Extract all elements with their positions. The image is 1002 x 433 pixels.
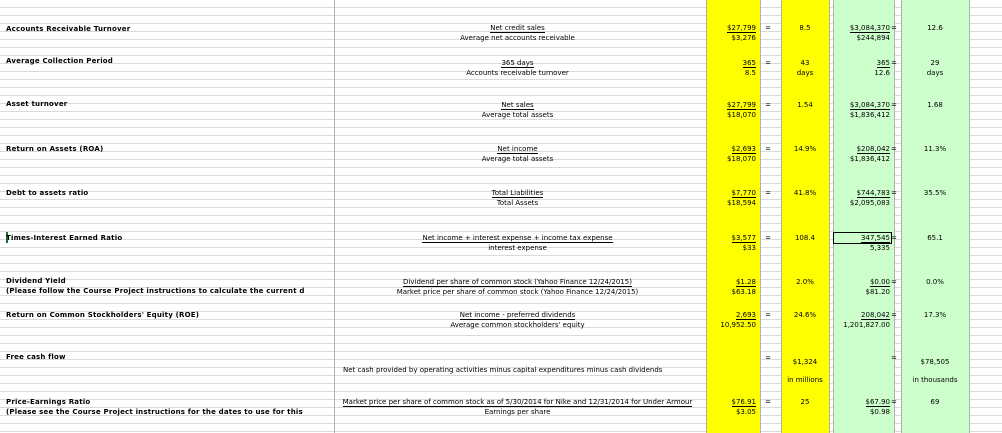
ua-numerator[interactable] — [834, 189, 890, 197]
equals-sign[interactable]: = — [765, 145, 771, 153]
ratio-label[interactable]: Asset turnover — [6, 100, 68, 108]
column-border — [781, 0, 782, 433]
equals-sign[interactable]: = — [891, 24, 897, 32]
formula-denominator[interactable]: Earnings per share — [484, 408, 551, 416]
nike-denominator[interactable]: $18,594 — [727, 199, 756, 207]
nike-result[interactable]: 43 — [800, 59, 810, 67]
formula-numerator-text: Dividend per share of common stock (Yahoo Finance 12/24/2015) — [403, 278, 632, 286]
formula-numerator-text: Net income - preferred dividends — [459, 311, 576, 319]
ua-result[interactable]: 65.1 — [927, 234, 943, 242]
ua-denominator[interactable]: 12.6 — [874, 69, 890, 77]
ua-denominator[interactable]: 5,335 — [869, 244, 890, 252]
formula-denominator[interactable]: Average total assets — [481, 155, 554, 163]
ua-numerator[interactable] — [834, 101, 890, 109]
formula-numerator[interactable] — [334, 145, 701, 153]
equals-sign[interactable]: = — [765, 101, 771, 109]
nike-result-unit[interactable]: in millions — [787, 376, 823, 384]
ua-numerator[interactable] — [834, 278, 890, 286]
equals-sign[interactable]: = — [891, 101, 897, 109]
ua-numerator[interactable] — [834, 398, 890, 406]
nike-denominator[interactable]: $63.18 — [731, 288, 756, 296]
nike-denominator[interactable]: $18,070 — [727, 111, 756, 119]
ua-result[interactable]: 12.6 — [927, 24, 943, 32]
nike-result[interactable]: 24.6% — [793, 311, 817, 319]
nike-numerator-text: $1.28 — [735, 278, 756, 286]
equals-sign[interactable]: = — [891, 234, 897, 242]
nike-numerator[interactable] — [706, 145, 756, 153]
nike-result[interactable]: 2.0% — [796, 278, 814, 286]
formula-denominator[interactable]: Average net accounts receivable — [460, 34, 575, 42]
ua-numerator-text: $0.00 — [869, 278, 890, 286]
column-border — [760, 0, 761, 433]
ua-numerator-text: $744,783 — [856, 189, 890, 197]
formula-numerator[interactable] — [334, 59, 701, 67]
ratio-instructions[interactable]: (Please see the Course Project instructions for the dates to use for this — [6, 408, 303, 416]
nike-numerator[interactable] — [706, 311, 756, 319]
ua-numerator[interactable] — [834, 145, 890, 153]
ua-result[interactable]: 11.3% — [923, 145, 947, 153]
ua-numerator-text: $3,084,370 — [849, 101, 890, 109]
nike-numerator[interactable] — [706, 234, 756, 242]
formula-numerator-text: Total Liabilities — [491, 189, 544, 197]
ratio-instructions[interactable]: (Please follow the Course Project instructions to calculate the current d — [6, 287, 305, 295]
nike-numerator[interactable] — [706, 189, 756, 197]
formula-text[interactable]: Net cash provided by operating activities minus capital expenditures minus cash dividends — [343, 366, 663, 374]
formula-numerator[interactable] — [334, 24, 701, 32]
formula-denominator[interactable]: Average total assets — [481, 111, 554, 119]
nike-numerator-text: $76.91 — [731, 398, 756, 406]
formula-numerator[interactable] — [334, 101, 701, 109]
ua-denominator[interactable]: $2,095,083 — [849, 199, 890, 207]
column-border — [969, 0, 970, 433]
nike-denominator[interactable]: $3.05 — [735, 408, 756, 416]
nike-result[interactable]: 14.9% — [793, 145, 817, 153]
ratio-label[interactable]: Accounts Receivable Turnover — [6, 25, 131, 33]
ua-numerator[interactable] — [834, 24, 890, 32]
ua-denominator[interactable]: $1,836,412 — [849, 111, 890, 119]
ratio-label[interactable]: Free cash flow — [6, 353, 66, 361]
nike-numerator-text: $7,770 — [731, 189, 756, 197]
nike-result[interactable]: $1,324 — [792, 358, 818, 366]
equals-sign[interactable]: = — [765, 398, 771, 406]
nike-numerator-text: $27,799 — [727, 101, 756, 109]
formula-numerator-text: Net credit sales — [490, 24, 545, 32]
column-border — [829, 0, 830, 433]
ua-denominator[interactable]: $1,836,412 — [849, 155, 890, 163]
ua-denominator[interactable]: $81.20 — [865, 288, 890, 296]
nike-numerator[interactable] — [706, 59, 756, 67]
ratio-label[interactable]: Return on Common Stockholders' Equity (ROE) — [6, 311, 200, 319]
equals-sign[interactable]: = — [765, 234, 771, 242]
formula-numerator[interactable] — [334, 234, 701, 242]
equals-sign[interactable]: = — [891, 354, 897, 362]
ua-result[interactable]: 17.3% — [923, 311, 947, 319]
nike-numerator-text: $3,577 — [731, 234, 756, 242]
nike-numerator[interactable] — [706, 398, 756, 406]
formula-denominator[interactable]: Market price per share of common stock (Yahoo Finance 12/24/2015) — [396, 288, 639, 296]
ua-numerator-text: $67.90 — [865, 398, 890, 406]
equals-sign[interactable]: = — [891, 189, 897, 197]
ua-numerator-text: 365 — [876, 59, 890, 67]
ua-numerator-text: 208,042 — [861, 311, 890, 319]
formula-numerator[interactable] — [334, 398, 701, 406]
nike-result[interactable]: 41.8% — [793, 189, 817, 197]
nike-result-unit[interactable]: days — [796, 69, 814, 77]
nike-denominator[interactable]: $33 — [742, 244, 756, 252]
equals-sign[interactable]: = — [891, 145, 897, 153]
formula-denominator[interactable]: Accounts receivable turnover — [466, 69, 569, 77]
ratio-label[interactable]: Average Collection Period — [6, 57, 114, 65]
equals-sign[interactable]: = — [765, 311, 771, 319]
nike-result[interactable]: 8.5 — [799, 24, 811, 32]
equals-sign[interactable]: = — [765, 189, 771, 197]
nike-denominator[interactable]: $18,070 — [727, 155, 756, 163]
formula-denominator[interactable]: interest expense — [488, 244, 547, 252]
formula-numerator-text: Market price per share of common stock as of 5/30/2014 for Nike and 12/31/2014 for Under Armour — [342, 398, 693, 406]
equals-sign[interactable]: = — [765, 24, 771, 32]
formula-numerator-text: Net sales — [501, 101, 534, 109]
equals-sign[interactable]: = — [765, 59, 771, 67]
nike-numerator-text: $27,799 — [727, 24, 756, 32]
ratio-label[interactable]: Return on Assets (ROA) — [6, 145, 104, 153]
ua-result[interactable]: 69 — [930, 398, 940, 406]
formula-numerator[interactable] — [334, 278, 701, 286]
ua-result-unit[interactable]: in thousands — [912, 376, 958, 384]
nike-numerator-text: 365 — [742, 59, 756, 67]
column-border — [901, 0, 902, 433]
ua-result[interactable]: 1.68 — [927, 101, 943, 109]
formula-numerator-text: 365 days — [501, 59, 534, 67]
ua-numerator-text: $208,042 — [856, 145, 890, 153]
ua-result[interactable]: 35.5% — [923, 189, 947, 197]
ua-result[interactable]: 29 — [930, 59, 940, 67]
ua-numerator[interactable] — [834, 234, 890, 242]
ua-denominator[interactable]: $244,894 — [856, 34, 890, 42]
ratio-label[interactable]: Dividend Yield — [6, 277, 66, 285]
formula-denominator[interactable]: Average common stockholders' equity — [450, 321, 585, 329]
equals-sign[interactable]: = — [891, 278, 897, 286]
ua-result[interactable]: $78,505 — [920, 358, 950, 366]
ratio-label[interactable]: Times-Interest Earned Ratio — [6, 234, 123, 242]
ua-result[interactable]: 0.0% — [926, 278, 944, 286]
equals-sign[interactable]: = — [765, 354, 771, 362]
ratio-label[interactable]: Price-Earnings Ratio — [6, 398, 91, 406]
nike-denominator[interactable]: $3,276 — [731, 34, 756, 42]
ua-numerator[interactable] — [834, 59, 890, 67]
ua-denominator[interactable]: $0.98 — [869, 408, 890, 416]
formula-numerator[interactable] — [334, 189, 701, 197]
formula-numerator-text: Net income — [497, 145, 538, 153]
nike-numerator-text: 2,693 — [735, 311, 756, 319]
formula-numerator[interactable] — [334, 311, 701, 319]
equals-sign[interactable]: = — [891, 59, 897, 67]
ratio-label[interactable]: Debt to assets ratio — [6, 189, 89, 197]
equals-sign[interactable]: = — [891, 311, 897, 319]
formula-denominator[interactable]: Total Assets — [496, 199, 539, 207]
nike-numerator-text: $2,693 — [731, 145, 756, 153]
nike-result[interactable]: 1.54 — [797, 101, 813, 109]
nike-numerator[interactable] — [706, 278, 756, 286]
nike-result[interactable]: 108.4 — [794, 234, 816, 242]
equals-sign[interactable]: = — [891, 398, 897, 406]
nike-numerator[interactable] — [706, 101, 756, 109]
ua-numerator-text: $3,084,370 — [849, 24, 890, 32]
nike-result[interactable]: 25 — [800, 398, 810, 406]
ua-numerator[interactable] — [834, 311, 890, 319]
formula-numerator-text: Net income + interest expense + income tax expense — [422, 234, 613, 242]
nike-numerator[interactable] — [706, 24, 756, 32]
ua-numerator-text: 347,545 — [861, 234, 890, 242]
nike-denominator[interactable]: 8.5 — [744, 69, 756, 77]
nike-denominator[interactable]: 10,952.50 — [720, 321, 756, 329]
ua-denominator[interactable]: 1,201,827.00 — [843, 321, 890, 329]
ua-result-unit[interactable]: days — [926, 69, 944, 77]
